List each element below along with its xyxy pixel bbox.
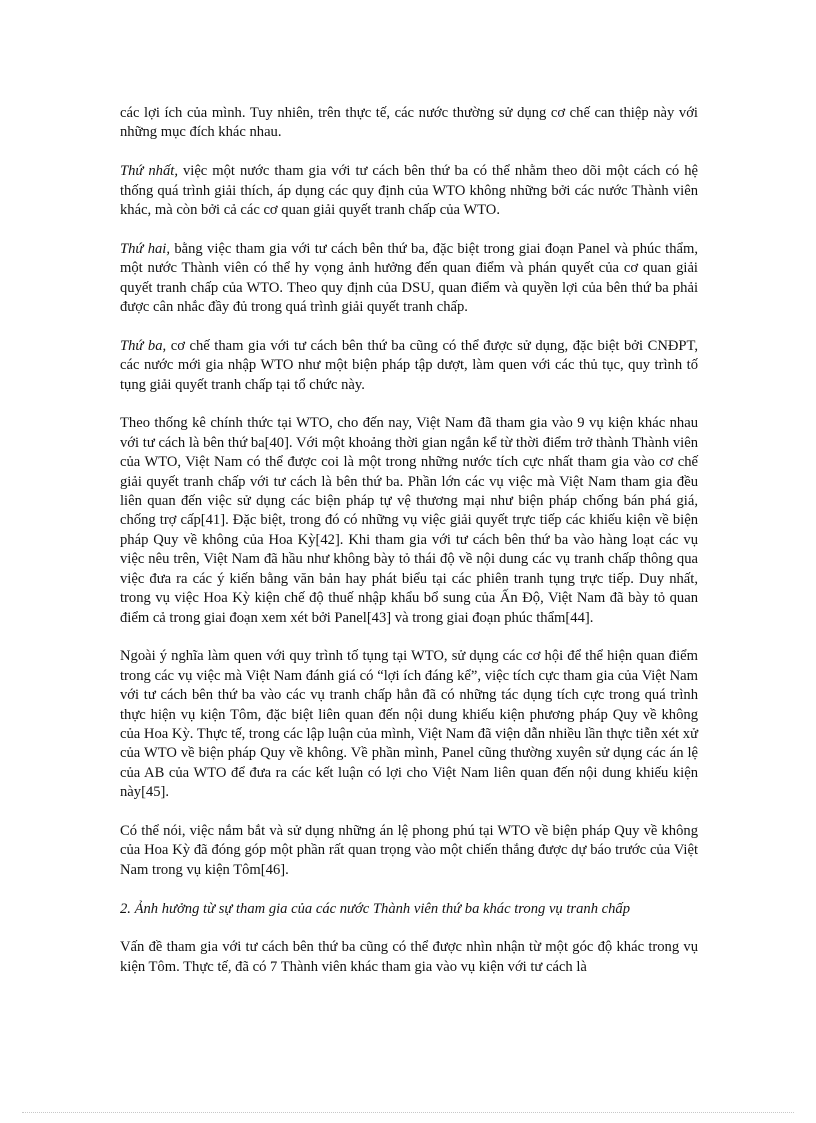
paragraph-lead: Thứ nhất, [120, 163, 178, 180]
paragraph-text: việc một nước tham gia với tư cách bên thứ ba có thể nhằm theo dõi một cách có hệ thống quá trình giải thích, áp dụng các quy định của WTO không những bởi các nước Thành viên khác, mà còn bởi cả các cơ quan giải quyết tranh chấp của WTO. [120, 163, 698, 219]
paragraph-text: Theo thống kê chính thức tại WTO, cho đến nay, Việt Nam đã tham gia vào 9 vụ kiện khác nhau với tư cách là bên thứ ba[40]. Với một khoảng thời gian ngắn kể từ thời điểm trở thành Thành viên của WTO, Việt Nam có thể được coi là một trong những nước tích cực nhất tham gia vào cơ chế giải quyết tranh chấp với tư cách là bên thứ ba. Phần lớn các vụ việc mà Việt Nam tham gia đều liên quan đến việc sử dụng các biện pháp tự vệ thương mại như biện pháp chống bán phá giá, chống trợ cấp[41]. Đặc biệt, trong đó có những vụ việc giải quyết trực tiếp các khiếu kiện về biện pháp Quy về không của Hoa Kỳ[42]. Khi tham gia với tư cách bên thứ ba vào hàng loạt các vụ việc nêu trên, Việt Nam đã hầu như không bày tỏ thái độ về nội dung các vụ tranh chấp thông qua việc đưa ra các ý kiến bằng văn bản hay phát biểu tại các phiên tranh tụng trực tiếp. Duy nhất, trong vụ việc Hoa Kỳ kiện chế độ thuế nhập khẩu bổ sung của Ấn Độ, Việt Nam đã bày tỏ quan điểm cả trong giai đoạn xem xét bởi Panel[43] và trong giai đoạn phúc thẩm[44]. [120, 415, 698, 626]
paragraph-text: cơ chế tham gia với tư cách bên thứ ba cũng có thể được sử dụng, đặc biệt bởi CNĐPT, các nước mới gia nhập WTO như một biện pháp tập dượt, làm quen với các thủ tục, quy trình tố tụng giải quyết tranh chấp tại tổ chức này. [120, 337, 698, 393]
paragraph-lead: Thứ hai, [120, 240, 170, 257]
paragraph-third-purpose [120, 337, 698, 395]
paragraph-statistics [120, 414, 698, 627]
paragraph-text: các lợi ích của mình. Tuy nhiên, trên thực tế, các nước thường sử dụng cơ chế can thiệp này với những mục đích khác nhau. [120, 105, 698, 141]
section-heading: 2. Ảnh hưởng từ sự tham gia của các nước Thành viên thứ ba khác trong vụ tranh chấp [120, 900, 631, 917]
page-bottom-divider [22, 1112, 794, 1113]
paragraph-significance [120, 647, 698, 802]
document-body [120, 104, 698, 977]
paragraph-text: bằng việc tham gia với tư cách bên thứ ba, đặc biệt trong giai đoạn Panel và phúc thẩm, một nước Thành viên có thể hy vọng ảnh hưởng đến quan điểm và phán quyết của cơ quan giải quyết tranh chấp của WTO. Theo quy định của DSU, quan điểm và quyền lợi của bên thứ ba phải được cân nhắc đầy đủ trong quá trình giải quyết tranh chấp. [120, 240, 698, 316]
paragraph-intro [120, 104, 698, 143]
paragraph-conclusion [120, 822, 698, 880]
paragraph-text: Ngoài ý nghĩa làm quen với quy trình tố tụng tại WTO, sử dụng các cơ hội để thể hiện quan điểm trong các vụ việc mà Việt Nam đánh giá có “lợi ích đáng kể”, việc tích cực tham gia của Việt Nam với tư cách bên thứ ba vào các vụ tranh chấp hẳn đã có những tác dụng tích cực trong quá trình thực hiện vụ kiện Tôm, đặc biệt liên quan đến nội dung khiếu kiện phương pháp Quy về không của Hoa Kỳ. Thực tế, trong các lập luận của mình, Việt Nam đã viện dẫn nhiều lần thực tiễn xét xử của WTO về biện pháp Quy về không. Về phần mình, Panel cũng thường xuyên sử dụng các án lệ của AB của WTO để đưa ra các kết luận có lợi cho Việt Nam liên quan đến nội dung khiếu kiện này[45]. [120, 648, 698, 801]
paragraph-closing: Vấn đề tham gia với tư cách bên thứ ba cũng có thể được nhìn nhận từ một góc độ khác trong vụ kiện Tôm. Thực tế, đã có 7 Thành viên khác tham gia vào vụ kiện với tư cách là [120, 939, 698, 975]
paragraph-lead: Thứ ba, [120, 337, 167, 354]
paragraph-first-purpose [120, 162, 698, 220]
paragraph-text: Có thể nói, việc nắm bắt và sử dụng những án lệ phong phú tại WTO về biện pháp Quy về không của Hoa Kỳ đã đóng góp một phần rất quan trọng vào một chiến thắng được dự báo trước của Việt Nam trong vụ kiện Tôm[46]. [120, 822, 698, 878]
paragraph-second-purpose [120, 240, 698, 318]
